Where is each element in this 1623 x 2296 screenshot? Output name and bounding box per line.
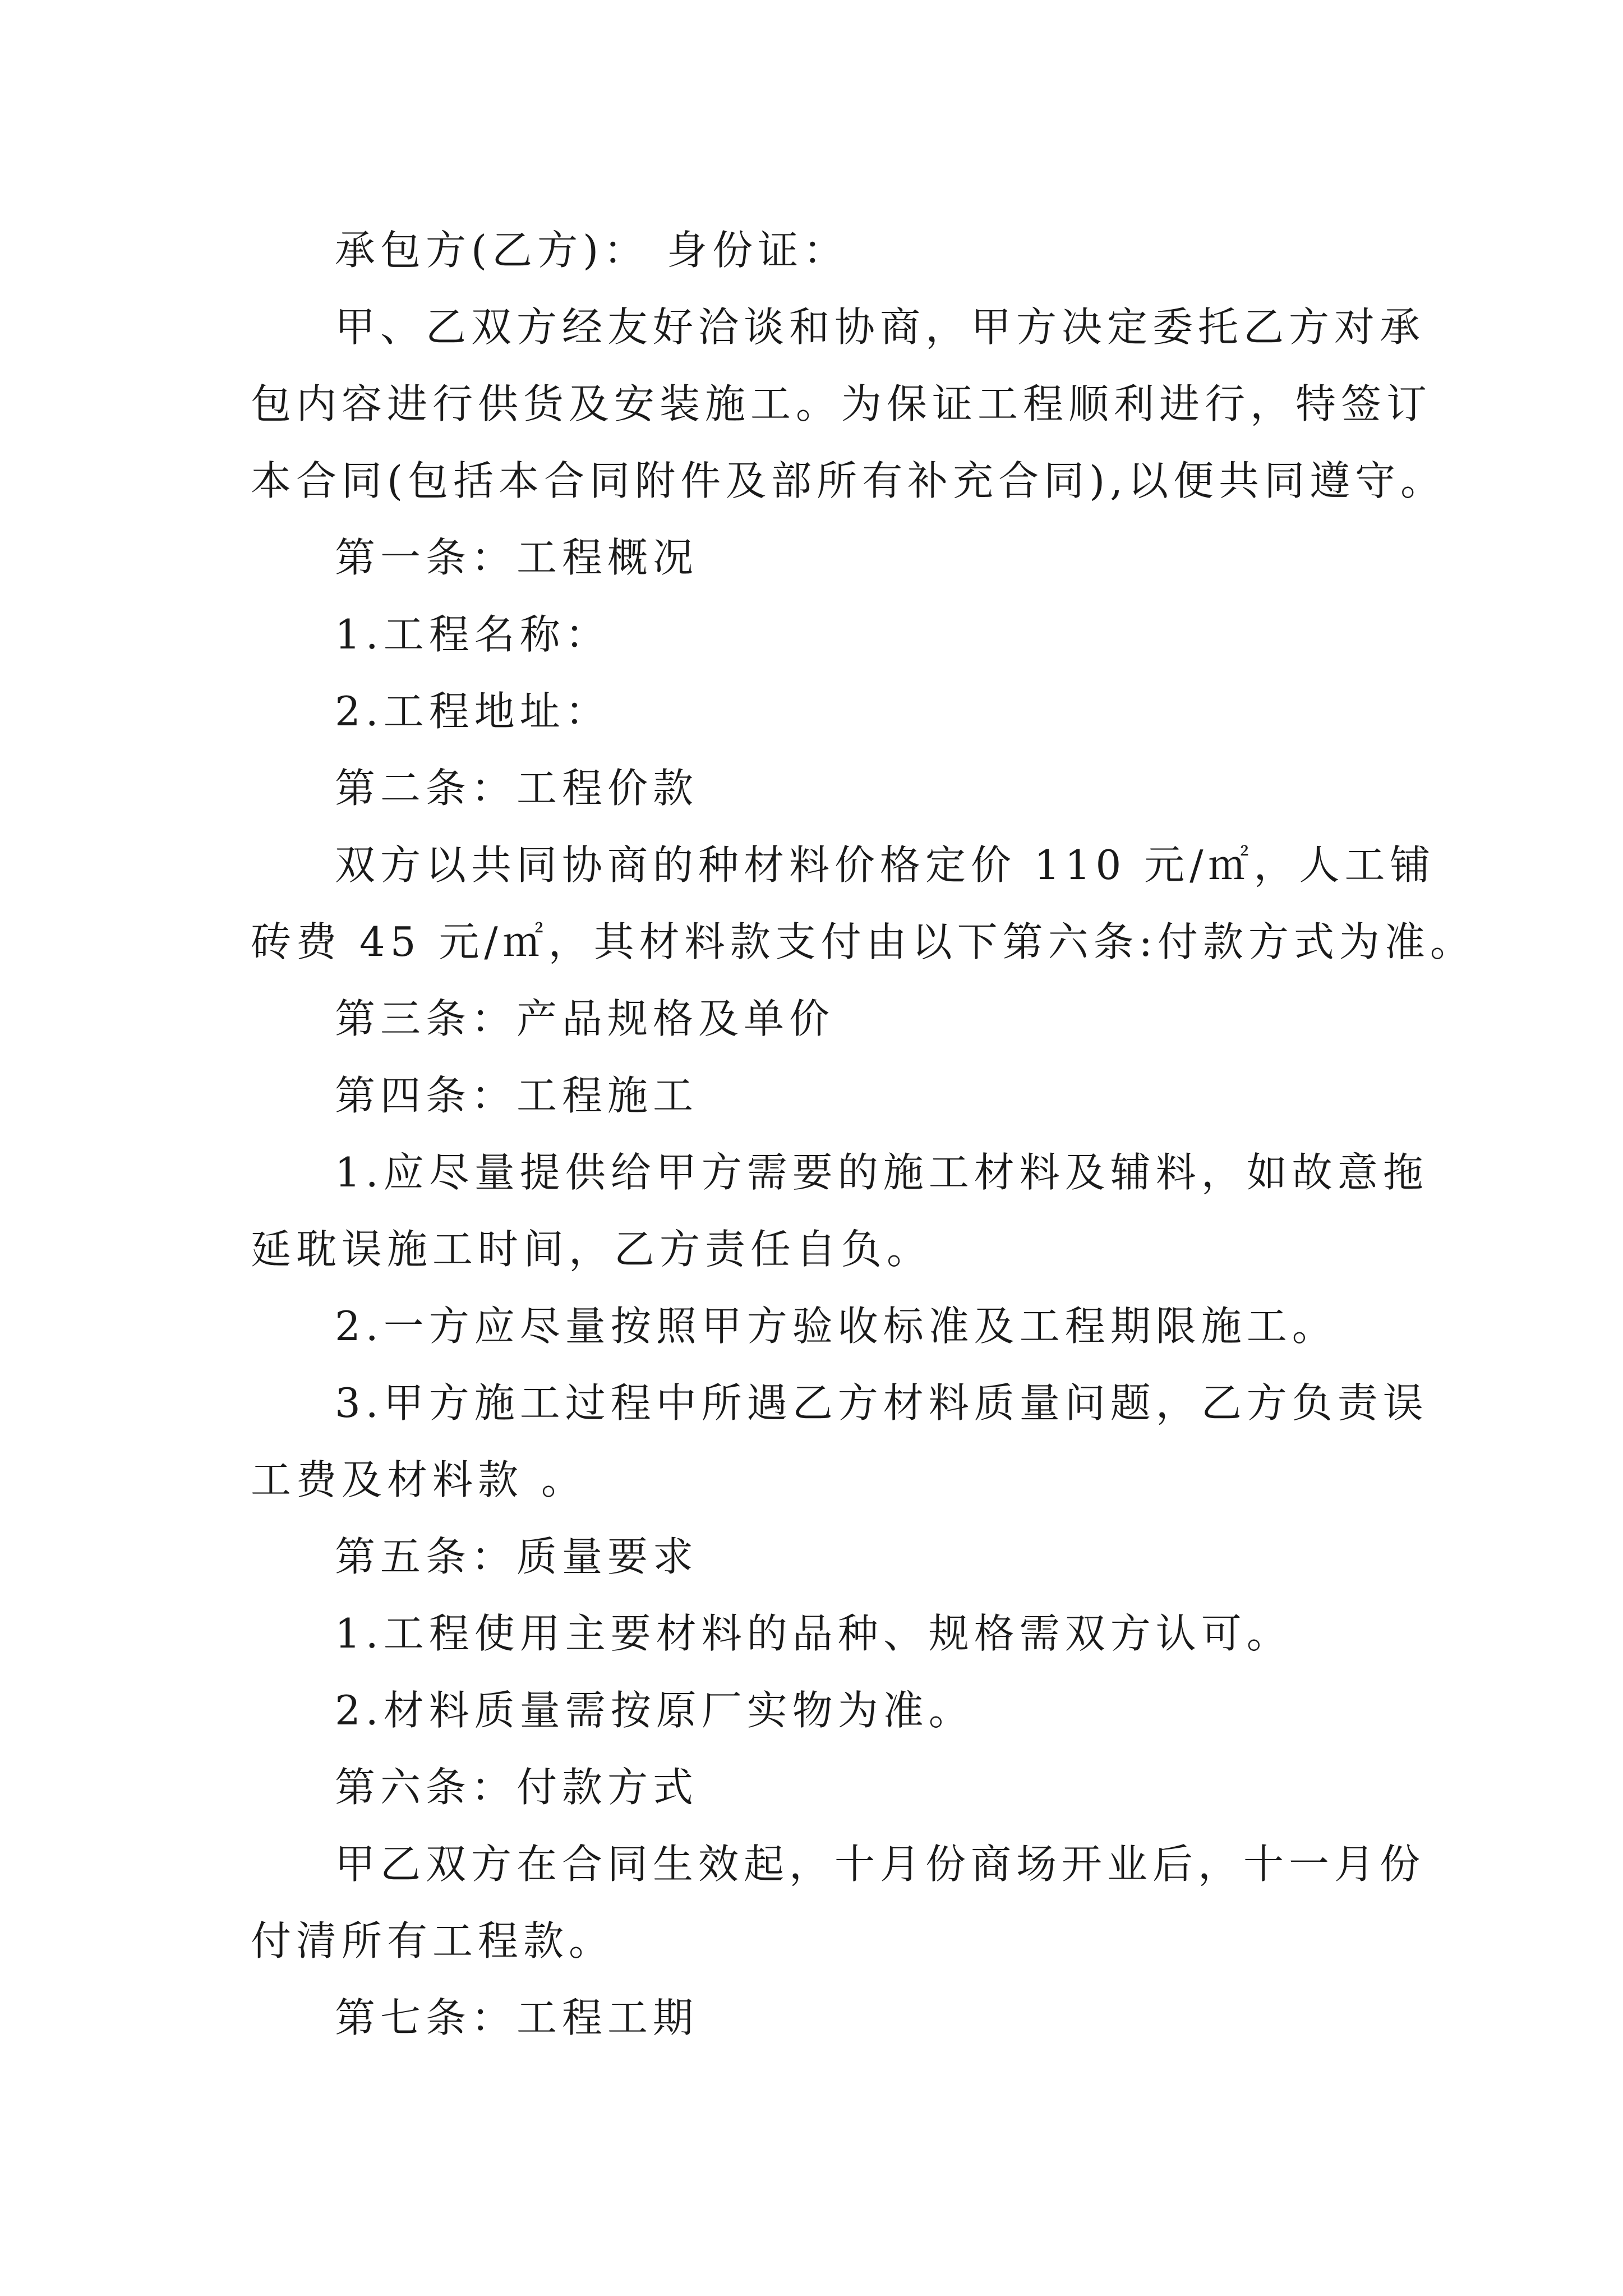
article5-item1: 1.工程使用主要材料的品种、规格需双方认可。	[335, 1610, 1292, 1657]
article2-line-1: 双方以共同协商的种材料价格定价 110 元/㎡，人工铺	[335, 841, 1436, 889]
article1-item2: 2.工程地址：	[335, 688, 611, 735]
article5-item2: 2.材料质量需按原厂实物为准。	[335, 1687, 974, 1734]
article5-heading: 第五条：质量要求	[335, 1533, 699, 1580]
article6-line-1: 甲乙双方在合同生效起，十月份商场开业后，十一月份	[335, 1841, 1426, 1888]
article6-heading: 第六条：付款方式	[335, 1764, 699, 1811]
intro-line-1: 甲、乙双方经友好洽谈和协商，甲方决定委托乙方对承	[335, 303, 1426, 351]
article4-item3-line-2: 工费及材料款 。	[251, 1456, 587, 1503]
article7-heading: 第七条：工程工期	[335, 1994, 699, 2041]
article4-heading: 第四条：工程施工	[335, 1072, 699, 1119]
article4-item2: 2.一方应尽量按照甲方验收标准及工程期限施工。	[335, 1303, 1338, 1350]
contract-body	[251, 212, 1476, 2056]
intro-line-3: 本合同(包括本合同附件及部所有补充合同),以便共同遵守。	[251, 457, 1446, 504]
party-b-line: 承包方(乙方)： 身份证：	[335, 227, 849, 274]
article4-item3-line-1: 3.甲方施工过程中所遇乙方材料质量问题，乙方负责误	[335, 1379, 1428, 1427]
article1-heading: 第一条：工程概况	[335, 534, 699, 581]
article2-heading: 第二条：工程价款	[335, 765, 699, 812]
article6-line-2: 付清所有工程款。	[251, 1917, 615, 1964]
article4-item1-line-1: 1.应尽量提供给甲方需要的施工材料及辅料，如故意拖	[335, 1149, 1428, 1196]
intro-line-2: 包内容进行供货及安装施工。为保证工程顺利进行，特签订	[251, 380, 1432, 427]
article3-heading: 第三条：产品规格及单价	[335, 995, 835, 1042]
article1-item1: 1.工程名称：	[335, 611, 611, 658]
article2-line-2: 砖费 45 元/㎡，其材料款支付由以下第六条:付款方式为准。	[251, 918, 1476, 965]
article4-item1-line-2: 延耽误施工时间，乙方责任自负。	[251, 1226, 933, 1273]
